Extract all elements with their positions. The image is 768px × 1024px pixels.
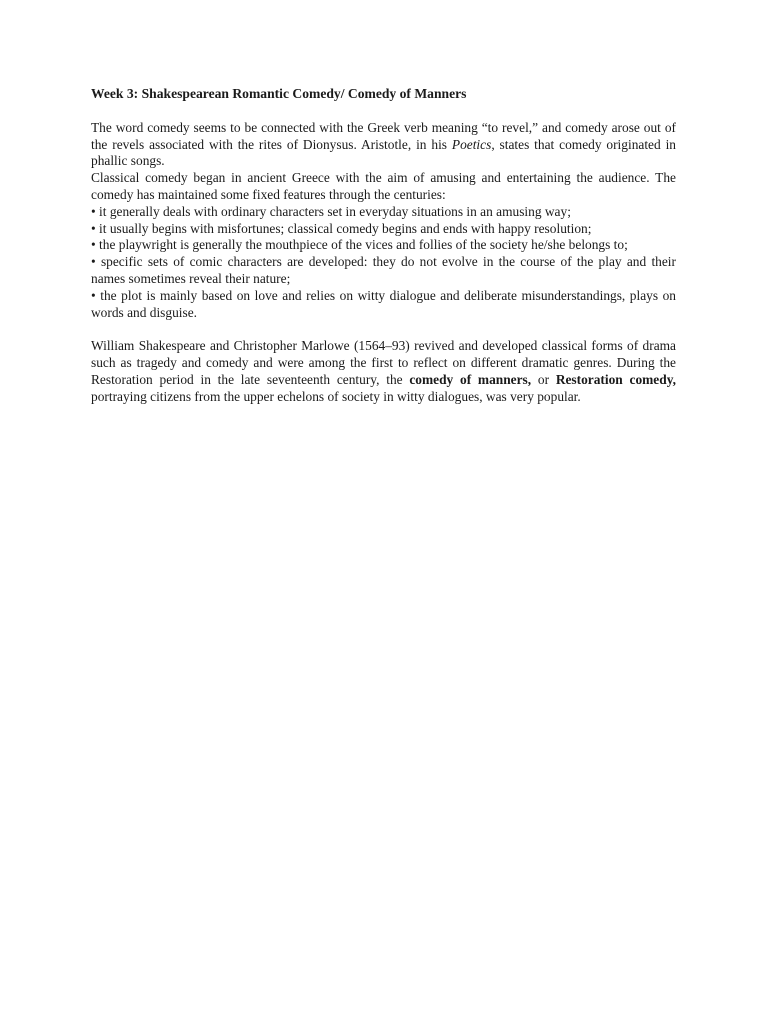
bullet-item: • it generally deals with ordinary characters set in everyday situations in an amusing way; [91, 203, 571, 219]
bullet-item: • the plot is mainly based on love and relies on witty dialogue and deliberate misunderstandings, plays on words and disguise. [91, 287, 676, 320]
classical-paragraph: Classical comedy began in ancient Greece with the aim of amusing and entertaining the audience. The comedy has maintained some fixed features through the centuries: [91, 170, 676, 202]
bullet-item: • specific sets of comic characters are developed: they do not evolve in the course of the play and their names sometimes reveal their nature; [91, 254, 676, 286]
shakespeare-text-3: portraying citizens from the upper echelons of society in witty dialogues, was very popular. [91, 388, 581, 404]
page-title: Week 3: Shakespearean Romantic Comedy/ Comedy of Manners [91, 86, 467, 101]
bullet-item: • it usually begins with misfortunes; classical comedy begins and ends with happy resolution; [91, 220, 592, 236]
document-page [91, 86, 676, 406]
intro-text-1: The word comedy seems to be connected with the Greek verb meaning “to revel,” and comedy arose out of the revels associated with the rites of Dionysus. Aristotle, in his [91, 119, 676, 152]
intro-paragraph [91, 120, 676, 170]
bold-term-comedy-of-manners: comedy of manners, [409, 371, 532, 387]
paragraph-spacer [91, 321, 676, 338]
bullet-item: • the playwright is generally the mouthpiece of the vices and follies of the society he/she belongs to; [91, 237, 628, 253]
intro-italic-title: Poetics [451, 136, 492, 152]
shakespeare-text-1: William Shakespeare and Christopher Marlowe (1564–93) revived and developed classical forms of drama such as tragedy and comedy and were among the first to reflect on different dramatic genres. During the Restoration period in the late seventeenth century, the [91, 338, 676, 387]
shakespeare-text-2: or [531, 371, 556, 387]
intro-text-2: , states that comedy originated in phallic songs. [91, 136, 676, 169]
bold-term-restoration-comedy: Restoration comedy, [555, 371, 677, 387]
shakespeare-paragraph [91, 338, 676, 405]
